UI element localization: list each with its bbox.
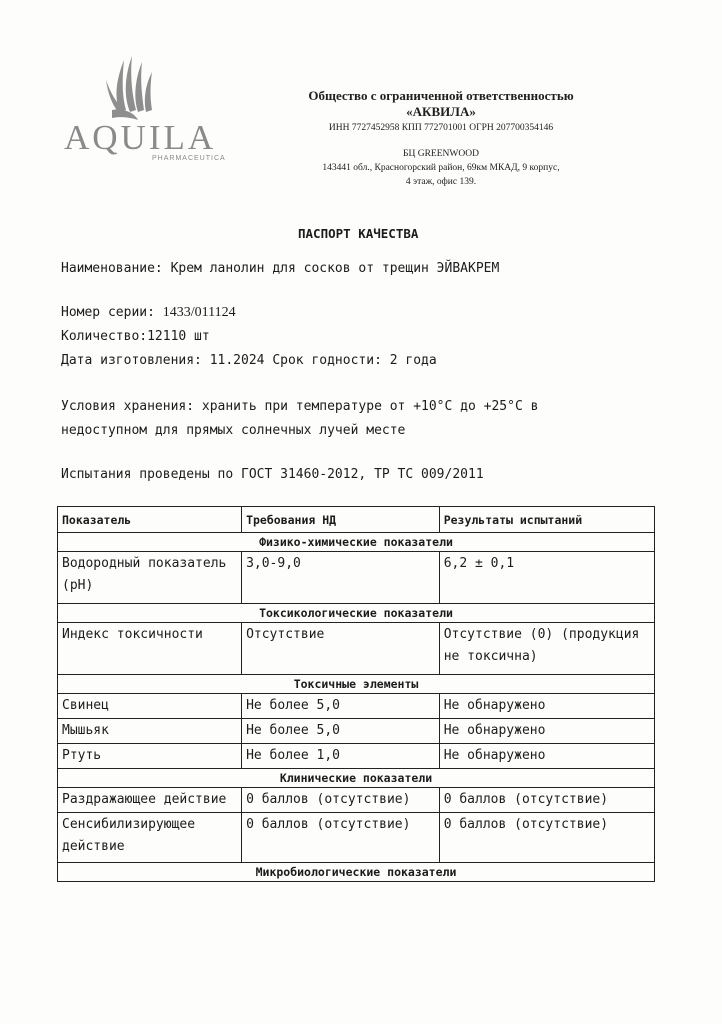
indicator-name: Раздражающее действие	[58, 788, 242, 813]
table-row	[58, 744, 655, 769]
indicator-name: Сенсибилизирующее действие	[58, 813, 242, 863]
series-value: 1433/011124	[162, 305, 236, 320]
series-number	[61, 305, 236, 321]
company-business-center: БЦ GREENWOOD	[403, 149, 479, 159]
section-microbiology: Микробиологические показатели	[58, 863, 655, 882]
logo-subtitle: PHARMACEUTICA	[152, 155, 226, 162]
section-row	[58, 675, 655, 694]
table-row	[58, 813, 655, 863]
company-type: Общество с ограниченной ответственностью	[308, 88, 574, 103]
indicator-name: Свинец	[58, 694, 242, 719]
result-value: Не обнаружено	[439, 744, 654, 769]
section-row	[58, 769, 655, 788]
result-value: Не обнаружено	[439, 719, 654, 744]
indicator-name: Индекс токсичности	[58, 623, 242, 675]
manufacture-date: Дата изготовления: 11.2024 Срок годности: 2 года	[61, 353, 437, 368]
requirement-value: 0 баллов (отсутствие)	[242, 788, 440, 813]
indicator-name: Мышьяк	[58, 719, 242, 744]
quality-table	[57, 506, 655, 882]
storage-conditions-1: Условия хранения: хранить при температуре от +10°С до +25°С в	[61, 399, 539, 414]
table-header-row	[58, 507, 655, 533]
section-physchem: Физико-химические показатели	[58, 533, 655, 552]
requirement-value: Не более 1,0	[242, 744, 440, 769]
header-indicator: Показатель	[58, 507, 242, 533]
storage-conditions-2: недоступном для прямых солнечных лучей месте	[61, 423, 406, 438]
company-name: «АКВИЛА»	[406, 104, 476, 119]
requirement-value: 0 баллов (отсутствие)	[242, 813, 440, 863]
header-requirements: Требования НД	[242, 507, 440, 533]
indicator-name: Водородный показатель (pH)	[58, 552, 242, 604]
company-address-2: 4 этаж, офис 139.	[405, 177, 477, 187]
section-toxic-elements: Токсичные элементы	[58, 675, 655, 694]
company-registration: ИНН 7727452958 КПП 772701001 ОГРН 207700354146	[328, 123, 554, 133]
section-toxicology: Токсикологические показатели	[58, 604, 655, 623]
logo-wordmark: AQUILA	[64, 118, 217, 157]
quantity: Количество:12110 шт	[61, 329, 210, 344]
section-row	[58, 533, 655, 552]
series-label: Номер серии:	[61, 305, 163, 320]
result-value: Не обнаружено	[439, 694, 654, 719]
header-results: Результаты испытаний	[439, 507, 654, 533]
result-value: 0 баллов (отсутствие)	[439, 813, 654, 863]
requirement-value: Не более 5,0	[242, 694, 440, 719]
section-clinical: Клинические показатели	[58, 769, 655, 788]
result-value: Отсутствие (0) (продукция не токсична)	[439, 623, 654, 675]
table-row	[58, 719, 655, 744]
product-name: Наименование: Крем ланолин для сосков от трещин ЭЙВАКРЕМ	[61, 261, 500, 276]
company-header	[300, 88, 582, 189]
requirement-value: Отсутствие	[242, 623, 440, 675]
requirement-value: 3,0-9,0	[242, 552, 440, 604]
indicator-name: Ртуть	[58, 744, 242, 769]
tests-standard: Испытания проведены по ГОСТ 31460-2012, ТР ТС 009/2011	[61, 467, 484, 482]
table-row	[58, 694, 655, 719]
section-row	[58, 863, 655, 882]
result-value: 0 баллов (отсутствие)	[439, 788, 654, 813]
document-title: ПАСПОРТ КАЧЕСТВА	[298, 226, 419, 241]
result-value: 6,2 ± 0,1	[439, 552, 654, 604]
table-row	[58, 788, 655, 813]
company-address-1: 143441 обл., Красногорский район, 69км МКАД, 9 корпус,	[322, 163, 560, 173]
section-row	[58, 604, 655, 623]
requirement-value: Не более 5,0	[242, 719, 440, 744]
table-row	[58, 623, 655, 675]
table-row	[58, 552, 655, 604]
